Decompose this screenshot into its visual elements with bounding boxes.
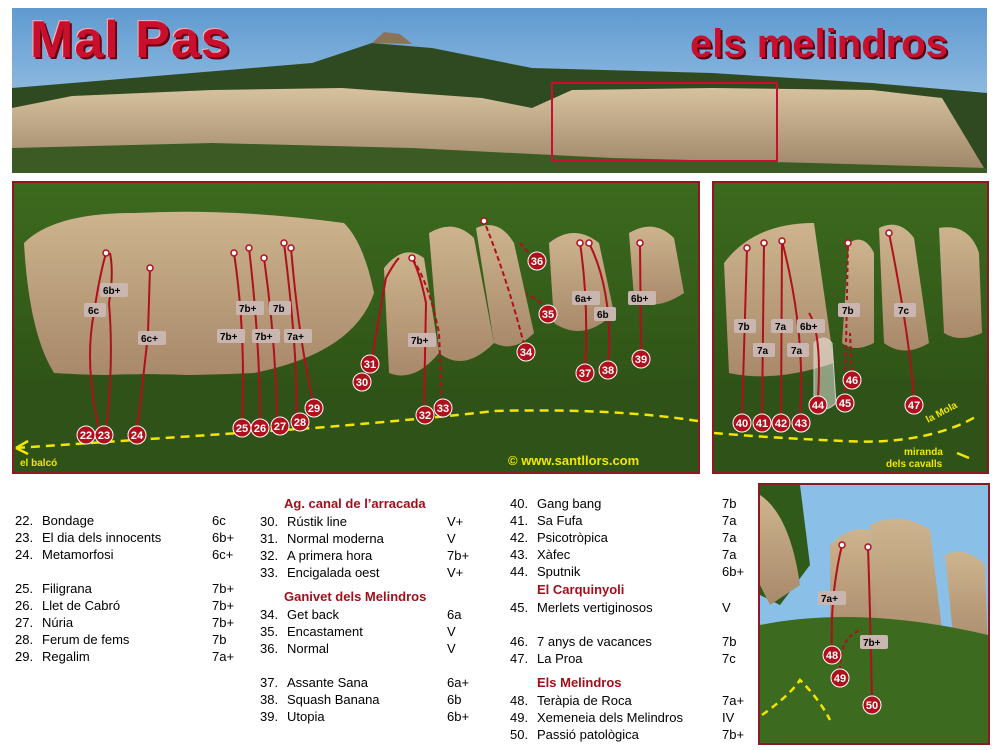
legend-column-2: [260, 494, 475, 725]
route-marker-45: [836, 394, 854, 412]
route-marker-50: [863, 696, 881, 714]
route-marker-40: [733, 414, 751, 432]
route-marker-33: [434, 399, 452, 417]
route-row-50: 50. Passió patològica 7b+: [510, 727, 745, 742]
grade-tag-7a-a: [753, 343, 775, 357]
svg-text:6a+: 6a+: [575, 294, 592, 305]
route-row-47: 47. La Proa 7c: [510, 651, 736, 666]
route-marker-27: [271, 417, 289, 435]
route-row-32: 32. A primera hora 7b+: [260, 548, 470, 563]
grade-tag-6c: [84, 303, 106, 317]
route-row-31: 31. Normal moderna V: [260, 531, 456, 546]
section-heading-arracada: Ag. canal de l’arracada: [284, 496, 426, 511]
route-row-37: 37. Assante Sana 6a+: [260, 675, 470, 690]
label-la-mola: la Mola: [924, 400, 960, 426]
svg-text:42: 42: [774, 418, 788, 430]
route-row-46: 46. 7 anys de vacances 7b: [510, 634, 737, 649]
topo-small-svg: [760, 485, 988, 743]
route-row-44: 44. Sputnik 6b+: [510, 564, 745, 579]
route-marker-48: [823, 646, 841, 664]
grade-tag-7aplus: [284, 329, 312, 343]
route-marker-39: [632, 350, 650, 368]
grade-tag-7aplus: [818, 591, 846, 605]
route-marker-49: [831, 669, 849, 687]
grade-tag-6bplus: [100, 283, 128, 297]
route-row-26: 26. Llet de Cabró 7b+: [15, 598, 235, 613]
route-marker-42: [772, 414, 790, 432]
svg-text:6c+: 6c+: [141, 334, 158, 345]
label-miranda: miranda: [904, 447, 943, 458]
topo-photo-small: [758, 483, 990, 745]
route-row-45: 45. Merlets vertiginosos V: [510, 600, 731, 615]
route-row-23: 23. El dia dels innocents 6b+: [15, 530, 235, 545]
svg-text:29: 29: [307, 403, 321, 415]
svg-text:7b: 7b: [273, 304, 285, 315]
route-row-43: 43. Xàfec 7a: [510, 547, 737, 562]
svg-text:7a: 7a: [791, 346, 803, 357]
svg-text:7b+: 7b+: [239, 304, 257, 315]
grade-tag-6bplus-b: [628, 291, 656, 305]
copyright-text: © www.santllors.com: [508, 453, 640, 468]
svg-text:39: 39: [634, 354, 648, 366]
svg-text:40: 40: [735, 418, 749, 430]
route-marker-25: [233, 419, 251, 437]
route-marker-24: [128, 426, 146, 444]
route-row-40: 40. Gang bang 7b: [510, 496, 737, 511]
svg-text:33: 33: [436, 403, 450, 415]
svg-text:28: 28: [293, 417, 307, 429]
grade-tag-7b-b: [838, 303, 860, 317]
route-row-27: 27. Núria 7b+: [15, 615, 235, 630]
svg-text:7b+: 7b+: [863, 638, 881, 649]
svg-text:32: 32: [418, 410, 432, 422]
route-marker-30: [353, 373, 371, 391]
grade-tag-7b: [734, 319, 756, 333]
svg-text:6c: 6c: [88, 306, 100, 317]
legend-column-3: [510, 495, 750, 743]
label-dels-cavalls: dels cavalls: [886, 459, 943, 470]
svg-text:6b+: 6b+: [103, 286, 121, 297]
route-row-39: 39. Utopia 6b+: [260, 709, 470, 724]
grade-tag-7bplus-c: [252, 329, 280, 343]
svg-text:44: 44: [811, 400, 825, 412]
svg-text:36: 36: [530, 256, 544, 268]
svg-text:31: 31: [363, 359, 377, 371]
section-heading-melindros: Els Melindros: [537, 675, 622, 690]
topo-right-svg: [714, 183, 987, 472]
route-row-29: 29. Regalim 7a+: [15, 649, 235, 664]
svg-text:6b+: 6b+: [800, 322, 818, 333]
svg-text:38: 38: [601, 365, 615, 377]
svg-text:6b+: 6b+: [631, 294, 649, 305]
grade-tag-7a-c: [787, 343, 809, 357]
svg-text:47: 47: [907, 400, 921, 412]
route-marker-28: [291, 413, 309, 431]
svg-text:7b+: 7b+: [220, 332, 238, 343]
route-marker-34: [517, 343, 535, 361]
grade-tag-6cplus: [138, 331, 166, 345]
route-marker-22: [77, 426, 95, 444]
route-row-38: 38. Squash Banana 6b: [260, 692, 462, 707]
svg-text:50: 50: [865, 700, 879, 712]
svg-text:34: 34: [519, 347, 533, 359]
svg-text:35: 35: [541, 309, 555, 321]
route-row-25: 25. Filigrana 7b+: [15, 581, 235, 596]
svg-text:7c: 7c: [898, 306, 910, 317]
route-marker-43: [792, 414, 810, 432]
route-row-30: 30. Rústik line V+: [260, 514, 464, 529]
topo-photo-main: [12, 181, 700, 474]
svg-text:7b+: 7b+: [255, 332, 273, 343]
svg-text:7a+: 7a+: [821, 594, 838, 605]
svg-text:7b: 7b: [842, 306, 854, 317]
svg-text:48: 48: [825, 650, 839, 662]
route-row-28: 28. Ferum de fems 7b: [15, 632, 227, 647]
svg-text:7b: 7b: [738, 322, 750, 333]
route-row-35: 35. Encastament V: [260, 624, 456, 639]
svg-text:27: 27: [273, 421, 287, 433]
grade-tag-7bplus-d: [408, 333, 436, 347]
grade-tag-6b: [594, 307, 616, 321]
grade-tag-7bplus-a: [236, 301, 264, 315]
title-els-melindros: els melindros: [690, 22, 948, 66]
route-marker-23: [95, 426, 113, 444]
route-marker-31: [361, 355, 379, 373]
route-row-41: 41. Sa Fufa 7a: [510, 513, 737, 528]
route-marker-44: [809, 396, 827, 414]
route-row-22: 22. Bondage 6c: [15, 513, 226, 528]
svg-text:41: 41: [755, 418, 769, 430]
svg-text:49: 49: [833, 673, 847, 685]
section-heading-carquinyoli: El Carquinyoli: [537, 582, 625, 597]
route-row-48: 48. Teràpia de Roca 7a+: [510, 693, 745, 708]
route-marker-47: [905, 396, 923, 414]
topo-photo-right: [712, 181, 989, 474]
route-row-24: 24. Metamorfosi 6c+: [15, 547, 234, 562]
title-mal-pas: Mal Pas: [30, 11, 231, 69]
svg-text:43: 43: [794, 418, 808, 430]
svg-text:7a: 7a: [757, 346, 769, 357]
grade-tag-6bplus: [797, 319, 825, 333]
svg-text:26: 26: [253, 423, 267, 435]
route-row-34: 34. Get back 6a: [260, 607, 462, 622]
route-marker-32: [416, 406, 434, 424]
svg-text:46: 46: [845, 375, 859, 387]
grade-tag-7a-b: [771, 319, 793, 333]
route-row-33: 33. Encigalada oest V+: [260, 565, 464, 580]
svg-text:24: 24: [130, 430, 144, 442]
svg-text:7a: 7a: [775, 322, 787, 333]
route-row-42: 42. Psicotròpica 7a: [510, 530, 737, 545]
route-marker-41: [753, 414, 771, 432]
route-row-49: 49. Xemeneia dels Melindros IV: [510, 710, 735, 725]
svg-text:7a+: 7a+: [287, 332, 304, 343]
route-marker-29: [305, 399, 323, 417]
route-marker-38: [599, 361, 617, 379]
svg-text:37: 37: [578, 368, 592, 380]
grade-tag-7b: [269, 301, 291, 315]
route-marker-35: [539, 305, 557, 323]
label-el-balco: el balcó: [20, 458, 58, 469]
svg-text:23: 23: [97, 430, 111, 442]
svg-text:30: 30: [355, 377, 369, 389]
section-heading-ganivet: Ganivet dels Melindros: [284, 589, 427, 604]
grade-tag-7c: [894, 303, 916, 317]
svg-text:25: 25: [235, 423, 249, 435]
svg-text:6b: 6b: [597, 310, 609, 321]
svg-text:7b+: 7b+: [411, 336, 429, 347]
svg-text:22: 22: [79, 430, 93, 442]
grade-tag-7bplus: [860, 635, 888, 649]
svg-text:45: 45: [838, 398, 852, 410]
topo-main-svg: [14, 183, 698, 472]
grade-tag-7bplus-b: [217, 329, 245, 343]
route-marker-26: [251, 419, 269, 437]
route-marker-36: [528, 252, 546, 270]
route-marker-46: [843, 371, 861, 389]
route-row-36: 36. Normal V: [260, 641, 456, 656]
legend-column-1: [15, 512, 240, 665]
route-marker-37: [576, 364, 594, 382]
grade-tag-6aplus: [572, 291, 600, 305]
